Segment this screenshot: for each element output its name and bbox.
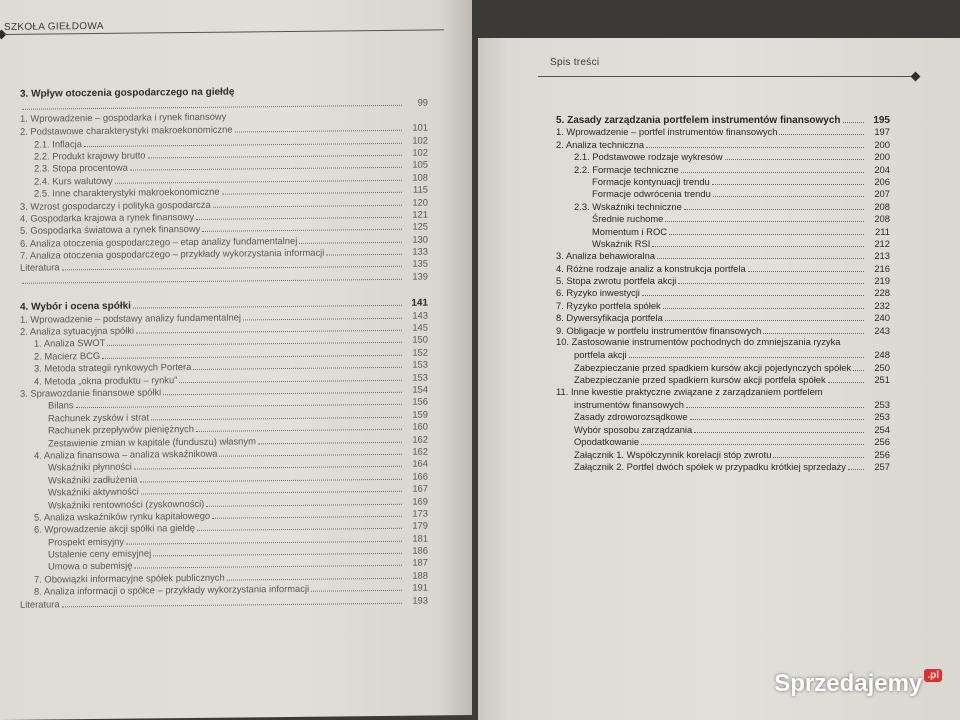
toc-entry-label: 5. Gospodarka światowa a rynek finansowy xyxy=(20,223,201,237)
toc-dot-leader xyxy=(763,324,864,334)
toc-page-number: 160 xyxy=(412,420,428,432)
toc-page-number: 248 xyxy=(874,349,890,361)
toc-entry-label: 2.2. Formacje techniczne xyxy=(574,163,679,175)
toc-page-number: 167 xyxy=(412,482,428,494)
toc-dot-leader xyxy=(686,398,864,408)
toc-page-number: 207 xyxy=(874,188,890,200)
toc-entry xyxy=(556,225,890,237)
toc-dot-leader xyxy=(725,150,864,160)
toc-dot-leader xyxy=(126,531,402,544)
toc-dot-leader xyxy=(76,395,402,408)
toc-dot-leader xyxy=(243,308,402,320)
toc-dot-leader xyxy=(843,113,864,123)
toc-page-number: 195 xyxy=(873,115,890,126)
toc-entry-label: Zestawienie zmian w kapitale (funduszu) własnym xyxy=(48,434,256,449)
toc-entry-label: 6. Analiza otoczenia gospodarczego – etap analizy fundamentalnej xyxy=(20,234,298,249)
toc-page-number: 243 xyxy=(874,324,890,336)
toc-page-number: 181 xyxy=(412,532,428,544)
toc-page-number: 141 xyxy=(411,297,428,309)
toc-page-number: 208 xyxy=(874,200,890,212)
toc-entry-label: 1. Analiza SWOT xyxy=(34,337,106,350)
toc-entry-label: Literatura xyxy=(20,598,60,610)
toc-entry-label: Rachunek przepływów pieniężnych xyxy=(48,423,194,436)
toc-entry xyxy=(556,249,890,261)
toc-dot-leader xyxy=(102,346,402,359)
toc-entry-label: 4. Wybór i ocena spółki xyxy=(20,300,131,314)
toc-page-number: 173 xyxy=(412,507,428,519)
toc-entry-label: Załącznik 2. Portfel dwóch spółek w przypadku krótkiej sprzedaży xyxy=(574,460,846,472)
toc-page-number: 197 xyxy=(874,126,890,138)
right-head-rule xyxy=(538,76,914,77)
toc-entry-label: Wybór sposobu zarządzania xyxy=(574,423,693,435)
toc-dot-leader xyxy=(713,187,864,197)
toc-entry xyxy=(556,175,890,187)
toc-page-number: 99 xyxy=(417,96,428,109)
toc-dot-leader xyxy=(227,569,402,581)
toc-page-number: 250 xyxy=(874,361,890,373)
toc-dot-leader xyxy=(136,321,402,334)
toc-entry-label: Formacje odwrócenia trendu xyxy=(592,188,711,200)
toc-dot-leader xyxy=(657,249,864,259)
toc-page-number: 102 xyxy=(412,146,428,158)
toc-entry-label: 7. Obowiązki informacyjne spółek publicznych xyxy=(34,571,225,585)
toc-entry xyxy=(556,373,890,385)
toc-dot-leader xyxy=(62,593,402,607)
toc-page-number: 256 xyxy=(874,448,890,460)
toc-dot-leader xyxy=(690,410,864,420)
toc-dot-leader xyxy=(773,448,864,458)
toc-page-number: 133 xyxy=(412,245,428,257)
toc-page-number: 188 xyxy=(412,569,428,581)
toc-dot-leader xyxy=(258,432,402,444)
toc-dot-leader xyxy=(712,175,864,185)
toc-entry-label: 3. Analiza behawioralna xyxy=(556,250,656,262)
toc-entry-label: 2.3. Wskaźniki techniczne xyxy=(574,200,682,212)
toc-page-number: 216 xyxy=(874,262,890,274)
toc-dot-leader xyxy=(326,245,402,256)
toc-entry-label: Wskaźniki aktywności xyxy=(48,485,139,498)
toc-page-number: 120 xyxy=(412,196,428,208)
toc-dot-leader xyxy=(665,311,864,321)
toc-entry-label: 4. Metoda „okna produktu – rynku” xyxy=(34,373,178,387)
toc-dot-leader xyxy=(235,121,402,133)
toc-page-number: 187 xyxy=(412,556,428,569)
toc-page-number: 125 xyxy=(412,220,428,232)
toc-entry-label: 2.4. Kurs walutowy xyxy=(34,174,113,187)
toc-page-number: 102 xyxy=(412,134,428,146)
toc-dot-leader xyxy=(140,470,402,483)
toc-page-number: 152 xyxy=(412,346,428,358)
toc-entry xyxy=(556,212,890,224)
toc-entry-label: 1. Wprowadzenie – gospodarka i rynek finansowy xyxy=(20,110,227,124)
toc-entry xyxy=(556,125,890,137)
toc-page-number: 105 xyxy=(412,158,428,171)
toc-entry-label: 9. Obligacje w portfelu instrumentów finansowych xyxy=(556,324,762,336)
toc-dot-leader xyxy=(115,171,402,184)
toc-dot-leader xyxy=(163,383,402,396)
toc-entry-label: 2.3. Stopa procentowa xyxy=(34,162,128,174)
toc-page-number: 164 xyxy=(412,457,428,470)
toc-entry-label: Ustalenie ceny emisyjnej xyxy=(48,547,152,560)
toc-dot-leader xyxy=(311,581,402,592)
toc-entry-label: Wskaźniki rentowności (zyskowności) xyxy=(48,497,205,510)
toc-page-number: 200 xyxy=(874,138,890,150)
toc-entry-label: Wskaźniki płynności xyxy=(48,460,132,473)
toc-dot-leader xyxy=(646,138,864,148)
toc-dot-leader xyxy=(779,125,864,135)
toc-dot-leader xyxy=(130,158,402,171)
toc-entry-label: 3. Sprawozdanie finansowe spółki xyxy=(20,386,162,399)
toc-entry-label: Wskaźnik RSI xyxy=(592,237,651,249)
toc-dot-leader xyxy=(652,237,864,247)
toc-entry-label: 4. Gospodarka krajowa a rynek finansowy xyxy=(20,210,195,224)
toc-page-number: 108 xyxy=(412,171,428,183)
toc-entry xyxy=(556,274,890,286)
toc-entry-label: 6. Wprowadzenie akcji spółki na giełdę xyxy=(34,522,196,535)
toc-entry-label: Momentum i ROC xyxy=(592,225,668,237)
toc-entry-label: 8. Analiza informacji o spółce – przykłady wykorzystania informacji xyxy=(34,582,310,597)
toc-dot-leader xyxy=(107,333,402,346)
toc-entry xyxy=(556,410,890,422)
toc-page-number: 169 xyxy=(412,495,428,507)
toc-dot-leader xyxy=(642,286,864,296)
toc-page-number: 154 xyxy=(412,383,428,395)
toc-entry xyxy=(556,423,890,435)
toc-dot-leader xyxy=(848,460,864,470)
toc-entry xyxy=(556,324,890,336)
right-book-page xyxy=(478,38,960,720)
toc-page-number: 162 xyxy=(412,433,428,445)
toc-entry xyxy=(556,361,890,373)
toc-entry xyxy=(556,286,890,298)
toc-dot-leader xyxy=(299,232,402,243)
toc-entry-label: Bilans xyxy=(48,399,74,411)
toc-dot-leader xyxy=(828,373,864,383)
toc-entry-label: 3. Wzrost gospodarczy i polityka gospodarcza xyxy=(20,198,211,212)
toc-entry xyxy=(556,460,890,472)
toc-page-number: 213 xyxy=(874,250,890,262)
toc-entry-label: 1. Wprowadzenie – podstawy analizy fundamentalnej xyxy=(20,311,241,325)
toc-page-number: 150 xyxy=(412,333,428,346)
toc-page-number: 253 xyxy=(874,398,890,410)
toc-dot-leader xyxy=(196,208,402,220)
toc-dot-leader xyxy=(202,220,402,232)
toc-entry-label: 5. Analiza wskaźników rynku kapitałowego xyxy=(34,509,211,523)
toc-page-number: 121 xyxy=(412,208,428,220)
toc-page-number: 193 xyxy=(412,594,428,606)
toc-entry-label: 10. Zastosowanie instrumentów pochodnych do zmniejszania ryzyka xyxy=(556,336,841,348)
toc-entry-label: Rachunek zysków i strat xyxy=(48,411,150,424)
toc-entry-label: 2.1. Inflacja xyxy=(34,137,82,150)
toc-dot-leader xyxy=(133,296,402,309)
toc-page-number: 211 xyxy=(875,225,890,237)
toc-entry-label: 2. Analiza sytuacyjna spółki xyxy=(20,324,135,337)
toc-entry-label: instrumentów finansowych xyxy=(574,398,684,410)
toc-entry-label: 1. Wprowadzenie – portfel instrumentów finansowych xyxy=(556,126,778,138)
toc-dot-leader xyxy=(678,274,864,284)
toc-dot-leader xyxy=(669,225,864,235)
toc-page-number: 159 xyxy=(412,408,428,420)
toc-page-number: 156 xyxy=(412,395,428,408)
toc-dot-leader xyxy=(825,386,864,395)
toc-dot-leader xyxy=(84,133,402,146)
toc-entry-label: Literatura xyxy=(20,261,60,274)
toc-entry-label: portfela akcji xyxy=(574,349,627,361)
toc-page-number: 135 xyxy=(412,257,428,270)
right-running-head: Spis treści xyxy=(550,57,600,68)
toc-page-number: 139 xyxy=(412,270,428,282)
toc-dot-leader xyxy=(213,195,402,207)
toc-entry-label: Wskaźniki zadłużenia xyxy=(48,473,138,486)
toc-dot-leader xyxy=(196,420,402,432)
toc-page-number: 257 xyxy=(874,460,890,472)
toc-page-number: 166 xyxy=(412,470,428,482)
toc-dot-leader xyxy=(141,482,402,495)
toc-page-number: 240 xyxy=(874,312,890,324)
toc-dot-leader xyxy=(629,348,864,358)
toc-entry xyxy=(556,448,890,460)
toc-entry-label: 4. Analiza finansowa – analiza wskaźnikowa xyxy=(34,447,218,461)
toc-dot-leader xyxy=(151,408,402,421)
toc-page-number: 179 xyxy=(412,519,428,531)
toc-entry-label: Opodatkowanie xyxy=(574,436,640,448)
toc-entry xyxy=(556,435,890,447)
toc-dot-leader xyxy=(681,163,864,173)
toc-page-number: 153 xyxy=(412,371,428,383)
toc-entry xyxy=(556,163,890,175)
toc-entry-label: 2.1. Podstawowe rodzaje wykresów xyxy=(574,151,723,163)
toc-entry-label: Zabezpieczanie przed spadkiem kursów akcji pojedynczych spółek xyxy=(574,361,852,373)
toc-entry-label: Prospekt emisyjny xyxy=(48,535,125,548)
toc-entry-label: Zasady zdroworozsądkowe xyxy=(574,411,688,423)
toc-page-number: 206 xyxy=(874,175,890,187)
toc-dot-leader xyxy=(663,299,864,309)
toc-dot-leader xyxy=(212,507,402,519)
toc-page-number: 162 xyxy=(412,445,428,457)
left-book-page xyxy=(0,0,472,720)
toc-entry-label: 11. Inne kwestie praktyczne związane z zarządzaniem portfelem xyxy=(556,385,823,397)
toc-page-number: 228 xyxy=(874,287,890,299)
toc-entry-label: Średnie ruchome xyxy=(592,213,664,225)
toc-entry xyxy=(556,237,890,249)
toc-page-number: 256 xyxy=(874,436,890,448)
toc-dot-leader xyxy=(641,435,864,445)
toc-entry xyxy=(556,200,890,212)
toc-dot-leader xyxy=(197,519,402,531)
toc-page-number: 191 xyxy=(412,581,428,593)
toc-page-number: 251 xyxy=(874,374,890,386)
toc-entry-label: Formacje kontynuacji trendu xyxy=(592,175,710,187)
toc-page-number: 145 xyxy=(412,321,428,333)
toc-page-number: 143 xyxy=(412,309,428,321)
toc-dot-leader xyxy=(219,445,402,457)
toc-page-number: 101 xyxy=(412,121,428,133)
toc-page-number: 254 xyxy=(874,423,890,435)
toc-entry-label: 5. Stopa zwrotu portfela akcji xyxy=(556,275,677,287)
toc-page-number: 219 xyxy=(874,275,890,287)
toc-dot-leader xyxy=(206,494,402,506)
left-table-of-contents xyxy=(20,84,428,610)
toc-page-number: 130 xyxy=(412,233,428,245)
toc-dot-leader xyxy=(134,556,402,569)
toc-entry-label: 5. Zasady zarządzania portfelem instrumentów finansowych xyxy=(556,115,841,126)
toc-entry xyxy=(556,398,890,410)
toc-dot-leader xyxy=(148,146,402,159)
toc-dot-leader xyxy=(134,457,402,470)
toc-entry-label: 2.5. Inne charakterystyki makroekonomiczne xyxy=(34,185,220,199)
toc-dot-leader xyxy=(62,257,402,271)
toc-dot-leader xyxy=(748,262,864,272)
right-table-of-contents xyxy=(556,113,890,472)
toc-dot-leader xyxy=(236,84,402,95)
toc-dot-leader xyxy=(665,212,864,222)
toc-page-number: 153 xyxy=(412,358,428,370)
toc-page-number: 200 xyxy=(874,151,890,163)
toc-dot-leader xyxy=(222,183,403,195)
toc-dot-leader xyxy=(193,358,402,370)
toc-entry-label: 6. Ryzyko inwestycji xyxy=(556,287,640,299)
toc-entry-label: Umowa o subemisję xyxy=(48,560,133,572)
left-running-head: SZKOŁA GIEŁDOWA xyxy=(4,20,104,33)
toc-entry-label: 2. Macierz BCG xyxy=(34,349,101,362)
toc-dot-leader xyxy=(684,200,864,210)
toc-entry-label: Załącznik 1. Współczynnik korelacji stóp zwrotu xyxy=(574,448,772,460)
toc-dot-leader xyxy=(853,361,864,371)
toc-entry-label: 8. Dywersyfikacja portfela xyxy=(556,312,663,324)
toc-entry-label: 7. Analiza otoczenia gospodarczego – przykłady wykorzystania informacji xyxy=(20,246,325,261)
watermark-text: Sprzedajemy xyxy=(774,670,923,697)
toc-entry xyxy=(556,299,890,311)
toc-entry-label: 7. Ryzyko portfela spółek xyxy=(556,299,661,311)
toc-page-number: 115 xyxy=(413,183,428,195)
toc-entry-label: 2. Analiza techniczna xyxy=(556,138,645,150)
toc-page-number: 204 xyxy=(874,163,890,175)
watermark-suffix: .pl xyxy=(924,669,942,682)
toc-entry-label: 3. Wpływ otoczenia gospodarczego na giełdę xyxy=(20,86,235,100)
toc-entry-label: 2. Podstawowe charakterystyki makroekonomiczne xyxy=(20,123,233,137)
toc-entry xyxy=(556,311,890,323)
toc-entry-label: 2.2. Produkt krajowy brutto xyxy=(34,149,146,162)
toc-dot-leader xyxy=(843,336,864,345)
toc-page-number: 208 xyxy=(874,213,890,225)
toc-entry-label: 4. Różne rodzaje analiz a konstrukcja portfela xyxy=(556,262,746,274)
toc-dot-leader xyxy=(153,544,402,557)
toc-entry xyxy=(556,386,890,398)
toc-entry xyxy=(556,348,890,360)
toc-page-number: 253 xyxy=(874,411,890,423)
sprzedajemy-watermark xyxy=(774,670,942,698)
toc-entry xyxy=(556,138,890,150)
toc-dot-leader xyxy=(179,370,402,382)
toc-page-number: 212 xyxy=(874,237,890,249)
toc-entry xyxy=(556,262,890,274)
toc-page-number: 232 xyxy=(874,299,890,311)
right-head-ornament xyxy=(911,72,921,82)
toc-entry-label: 3. Metoda strategii rynkowych Portera xyxy=(34,361,192,374)
toc-entry xyxy=(556,187,890,199)
toc-dot-leader xyxy=(694,423,864,433)
toc-page-number: 186 xyxy=(412,544,428,556)
toc-entry xyxy=(556,150,890,162)
toc-entry-label: Zabezpieczanie przed spadkiem kursów akcji portfela spółek xyxy=(574,374,826,386)
toc-chapter-heading xyxy=(556,113,890,125)
toc-entry xyxy=(556,336,890,348)
toc-dot-leader xyxy=(228,109,402,120)
